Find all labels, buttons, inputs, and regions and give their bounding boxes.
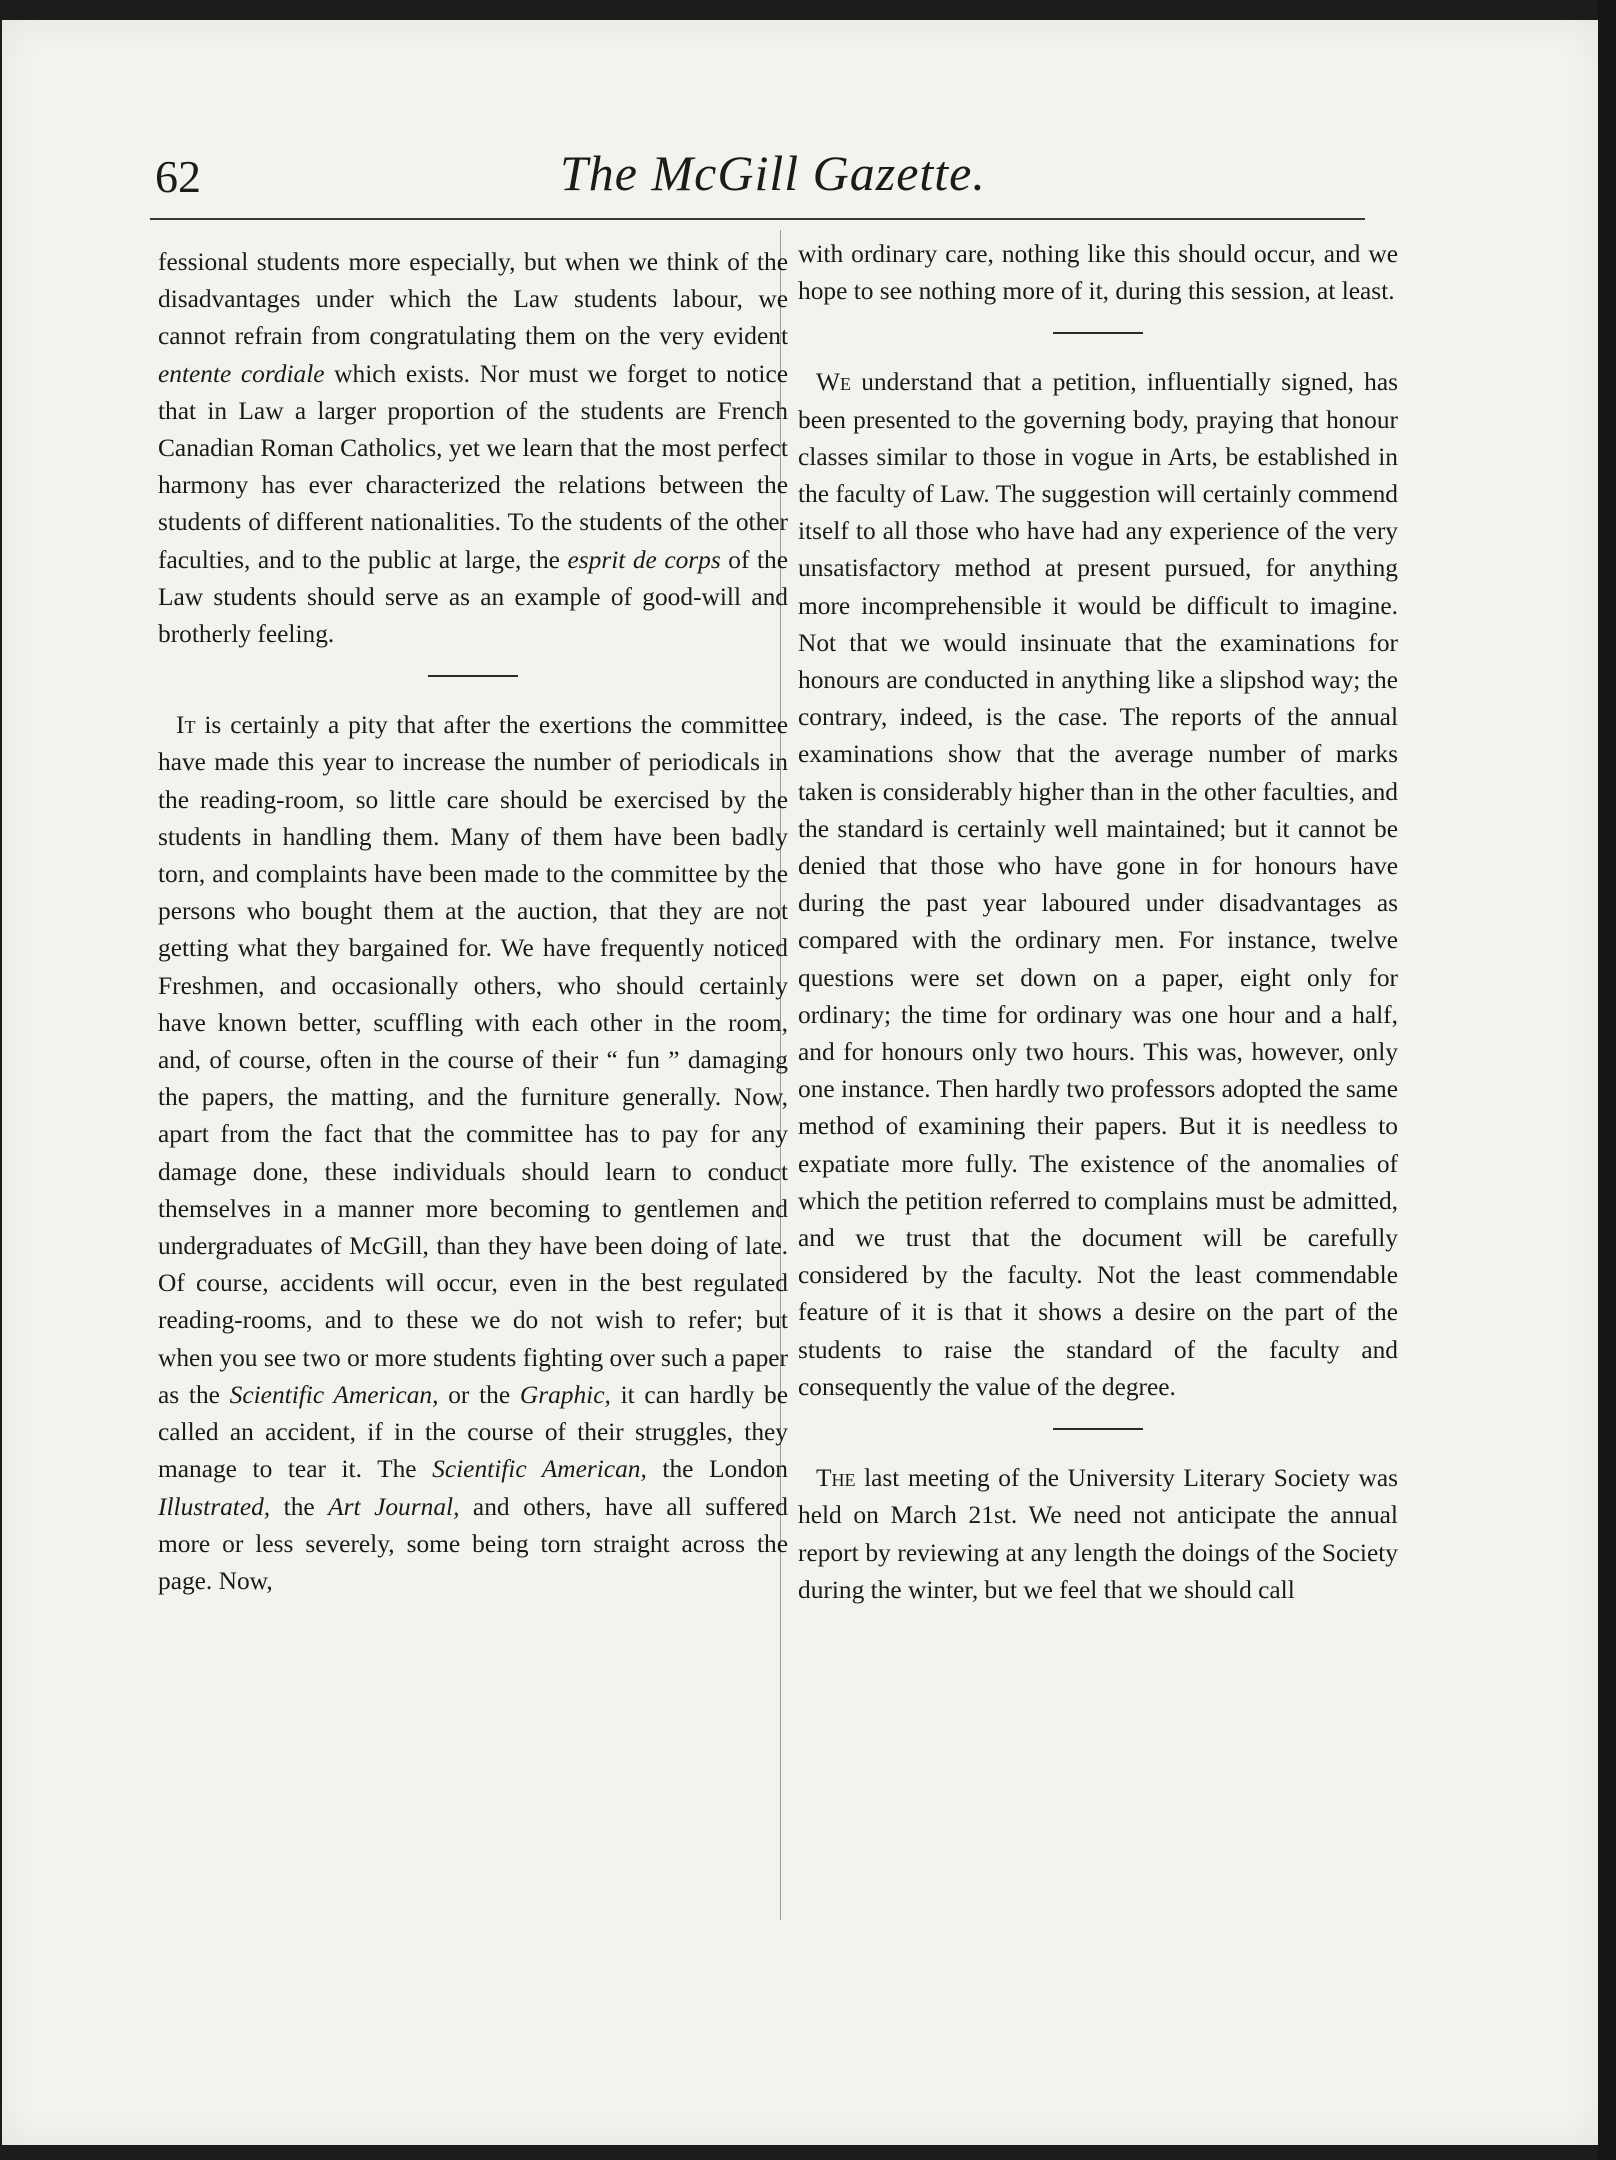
paragraph-honour-classes — [798, 364, 1398, 1406]
text-run: and others, have all suffered more or less severely, some being torn straight across the page. Now, — [158, 1492, 788, 1595]
section-separator — [428, 675, 518, 677]
italic-phrase: Art Journal, — [328, 1492, 460, 1521]
text-run: or the — [438, 1380, 520, 1409]
text-run: understand that a petition, influentially signed, has been presented to the governing body, praying that honour classes similar to those in vogue in Arts, be established in the faculty of Law. The suggestion will certainly commend itself to all those who have had any experience of the very unsatisfactory method at present pursued, for anything more incomprehensible it would be difficult to imagine. Not that we would insinuate that the examinations for honours are conducted in anything like a slipshod way; the contrary, indeed, is the case. The reports of the annual examinations show that the average number of marks taken is considerably higher than in the other faculties, and the standard is certainly well maintained; but it cannot be denied that those who have gone in for honours have during the past year laboured under disadvantages as compared with the ordinary men. For instance, twelve questions were set down on a paper, eight only for ordinary; the time for ordinary was one hour and a half, and for honours only two hours. This was, however, only one instance. Then hardly two professors adopted the same method of examining their papers. But it is needless to expatiate more fully. The existence of the anomalies of which the petition referred to complains must be admitted, and we trust that the document will be carefully considered by the faculty. Not the least commendable feature of it is that it shows a desire on the part of the students to raise the standard of the faculty and consequently the value of the degree. — [798, 368, 1398, 1401]
text-run: the — [270, 1492, 329, 1521]
text-run: fessional students more especially, but when we think of the disadvantages under which the Law students labour, we cannot refrain from congratulating them on the very evident — [158, 248, 788, 351]
text-run: which exists. Nor must we forget to notice that in Law a larger proportion of the students are French Canadian Roman Catholics, yet we learn that the most perfect harmony has ever characterized the relations between the students of different nationalities. To the students of the other faculties, and to the public at large, the — [158, 359, 788, 574]
text-run: of the Law students should serve as an example of good-will and brotherly feeling. — [158, 545, 788, 649]
text-run: last meeting of the University Literary Society was held on March 21st. We need not anticipate the annual report by reviewing at any length the doings of the Society during the winter, but we feel that we should call — [798, 1464, 1398, 1604]
italic-phrase: entente cordiale — [158, 359, 325, 388]
paragraph-continuation: with ordinary care, nothing like this should occur, and we hope to see nothing more of it, during this session, at least. — [798, 240, 1398, 306]
page-header — [150, 140, 1365, 220]
lead-word: It — [176, 711, 196, 740]
lead-word: We — [816, 368, 851, 397]
journal-title: The McGill Gazette. — [560, 145, 986, 201]
italic-phrase: Scientific American, — [432, 1455, 647, 1484]
italic-phrase: Illustrated, — [158, 1492, 271, 1521]
right-column — [798, 236, 1398, 1609]
paragraph-law-students — [158, 244, 788, 653]
page-number: 62 — [155, 151, 201, 202]
paragraph-literary-society — [798, 1460, 1398, 1609]
section-separator — [1053, 1428, 1143, 1430]
text-run: the London — [646, 1455, 789, 1484]
paragraph-reading-room — [158, 707, 788, 1600]
text-run: is certainly a pity that after the exertions the committee have made this year to increase the number of periodicals in the reading-room, so little care should be exercised by the students in handling them. Many of them have been badly torn, and complaints have been made to the committee by the persons who bought them at the auction, that they are not getting what they bargained for. We have frequently noticed Freshmen, and occasionally others, who should certainly have known better, scuffling with each other in the room, and, of course, often in the course of their “ fun ” damaging the papers, the matting, and the furniture generally. Now, apart from the fact that the committee has to pay for any damage done, these individuals should learn to conduct themselves in a manner more becoming to gentlemen and undergraduates of McGill, than they have been doing of late. Of course, accidents will occur, even in the best regulated reading-rooms, and to these we do not wish to refer; but when you see two or more students fighting over such a paper as the — [158, 711, 788, 1409]
text-run: it can hardly be called an accident, if in the course of their struggles, they manage to tear it. The — [158, 1380, 788, 1484]
italic-phrase: esprit de corps — [567, 545, 721, 574]
lead-word: The — [816, 1464, 856, 1493]
section-separator — [1053, 332, 1143, 334]
italic-phrase: Graphic, — [519, 1380, 611, 1409]
italic-phrase: Scientific American, — [229, 1380, 439, 1409]
header-rule — [150, 218, 1365, 220]
scan-edge — [1598, 0, 1616, 2160]
left-column — [158, 244, 788, 1600]
